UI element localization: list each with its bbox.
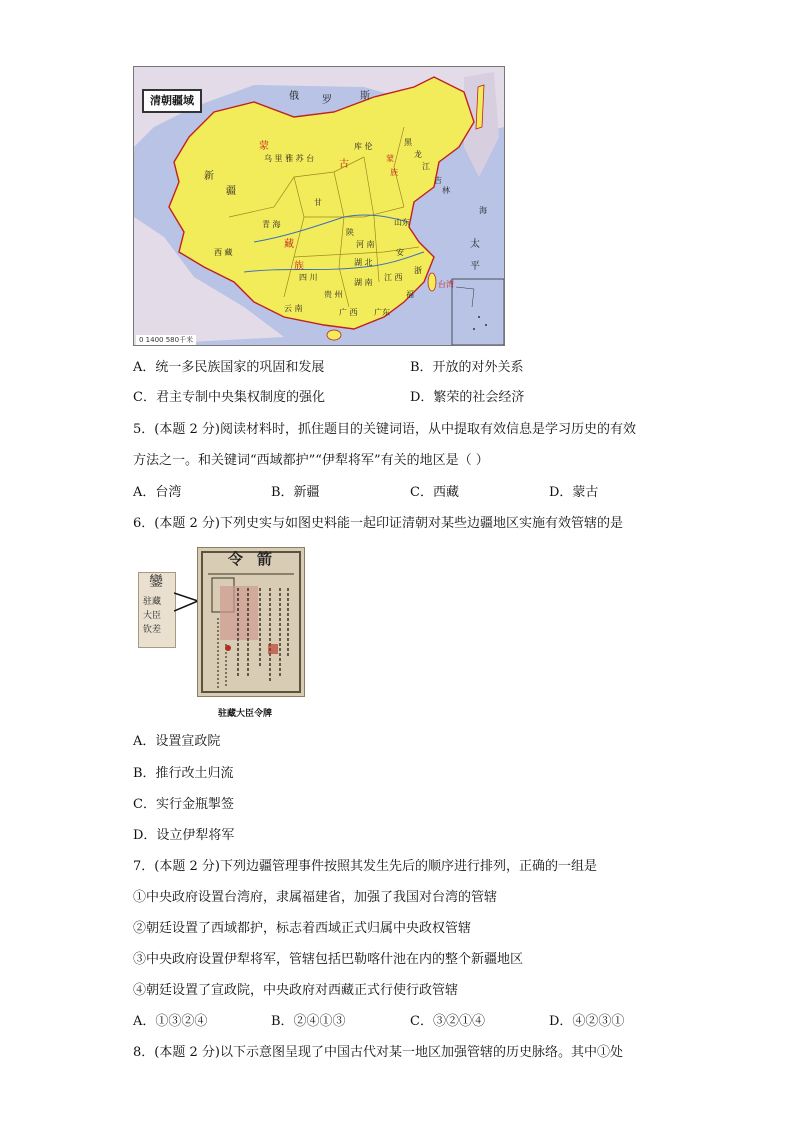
qing-territory-map (133, 66, 505, 346)
map-label-shandong: 山东 (394, 218, 410, 227)
map-label-qinghai: 青 海 (262, 220, 281, 229)
q7-item-1: ①中央政府设置台湾府，隶属福建省，加强了我国对台湾的管辖 (133, 890, 498, 905)
q6-figure (133, 547, 313, 717)
placard-image (197, 547, 305, 697)
q5-option-b[interactable]: B．新疆 (271, 485, 320, 500)
map-label-xinjiang-2: 疆 (226, 186, 236, 197)
seal-closeup (138, 572, 176, 648)
q7-option-b[interactable]: B．②④①③ (271, 1014, 346, 1029)
map-label-gansu: 甘 (314, 198, 322, 207)
map-label-jilin-1: 吉 (434, 176, 442, 185)
q8-stem: 8．(本题 2 分)以下示意图呈现了中国古代对某一地区加强管辖的历史脉络。其中①处 (133, 1045, 623, 1060)
map-label-fujian: 福 (406, 290, 414, 299)
map-label-hunan: 湖 南 (354, 278, 373, 287)
map-label-anhui: 安 (396, 248, 404, 257)
map-label-wuliyasutai: 乌 里 雅 苏 台 (264, 154, 315, 163)
q6-option-a[interactable]: A．设置宣政院 (133, 734, 221, 749)
map-label-russia-2: 罗 (322, 95, 332, 106)
map-label-guizhou: 贵 州 (324, 290, 343, 299)
q7-option-d[interactable]: D．④②③① (549, 1014, 625, 1029)
q7-item-2: ②朝廷设置了西域都护，标志着西域正式归属中央政权管辖 (133, 921, 472, 936)
map-label-cang: 藏 (284, 239, 294, 250)
map-label-tai: 太 (470, 239, 480, 250)
map-scale: 0 1400 580千米 (136, 335, 196, 345)
map-label-hubei: 湖 北 (354, 258, 373, 267)
q7-item-3: ③中央政府设置伊犁将军，管辖包括巴勒喀什池在内的整个新疆地区 (133, 952, 524, 967)
q7-stem: 7．(本题 2 分)下列边疆管理事件按照其发生先后的顺序进行排列，正确的一组是 (133, 859, 597, 874)
q6-option-b[interactable]: B．推行改土归流 (133, 766, 234, 781)
map-label-russia-1: 俄 (289, 91, 299, 102)
map-label-shaanxi: 陕 (346, 228, 354, 237)
map-label-menggu-2: 古 (339, 159, 349, 170)
q7-option-a[interactable]: A．①③②④ (133, 1014, 208, 1029)
q6-option-d[interactable]: D．设立伊犁将军 (133, 828, 235, 843)
q7-item-4: ④朝廷设置了宣政院，中央政府对西藏正式行使行政管辖 (133, 983, 459, 998)
seal-char: 鑾 (149, 574, 163, 590)
q5-option-d[interactable]: D．蒙古 (549, 485, 599, 500)
map-label-jiang: 江 (422, 162, 430, 171)
map-label-kulun: 库 伦 (354, 142, 373, 151)
map-label-sichuan: 四 川 (299, 273, 318, 282)
q5-option-c[interactable]: C．西藏 (410, 485, 459, 500)
map-label-hai: 海 (479, 206, 487, 215)
q6-option-c[interactable]: C．实行金瓶掣签 (133, 797, 234, 812)
map-label-russia-3: 斯 (360, 91, 370, 102)
map-title: 清朝疆域 (142, 89, 202, 113)
map-label-guangxi: 广 西 (339, 308, 358, 317)
map-label-xinjiang-1: 新 (204, 171, 214, 182)
seal-line-1: 驻藏 (143, 597, 162, 607)
map-label-longjiang: 龙 (414, 150, 422, 159)
q5-stem-line-1: 5．(本题 2 分)阅读材料时，抓住题目的关键词语，从中提取有效信息是学习历史的有效 (133, 422, 636, 437)
q4-option-d[interactable]: D．繁荣的社会经济 (410, 390, 525, 405)
q4-option-b[interactable]: B．开放的对外关系 (410, 360, 524, 375)
map-label-mongol-zu: 蒙 (386, 154, 394, 163)
q4-option-a[interactable]: A．统一多民族国家的巩固和发展 (133, 360, 325, 375)
map-label-henan: 河 南 (356, 240, 375, 249)
map-label-jilin-2: 林 (442, 186, 450, 195)
map-label-guangdong: 广东 (374, 308, 390, 317)
figure-caption: 驻藏大臣令牌 (218, 709, 273, 719)
seal-line-3: 钦差 (143, 625, 162, 635)
q6-stem: 6．(本题 2 分)下列史实与如图史料能一起印证清朝对某些边疆地区实施有效管辖的是 (133, 516, 623, 531)
q4-option-c[interactable]: C．君主专制中央集权制度的强化 (133, 390, 325, 405)
map-label-xizang: 西 藏 (214, 248, 233, 257)
q5-stem-line-2: 方法之一。和关键词“西域都护”“伊犁将军”有关的地区是（ ） (133, 453, 489, 468)
map-label-menggu-1: 蒙 (259, 141, 269, 152)
map-label-zang-zu: 族 (294, 261, 304, 272)
q5-option-a[interactable]: A．台湾 (133, 485, 182, 500)
map-label-yunnan: 云 南 (284, 304, 303, 313)
map-label-heilong: 黑 (404, 138, 412, 147)
map-label-zhejiang: 浙 (414, 266, 422, 275)
map-label-zu: 族 (390, 168, 398, 177)
map-label-ping: 平 (470, 261, 480, 272)
map-label-taiwan: 台湾 (438, 280, 454, 289)
q7-option-c[interactable]: C．③②①④ (410, 1014, 485, 1029)
seal-line-2: 大臣 (143, 611, 162, 621)
placard-heading: 令箭 (228, 550, 287, 568)
map-label-jiangxi: 江 西 (384, 273, 403, 282)
